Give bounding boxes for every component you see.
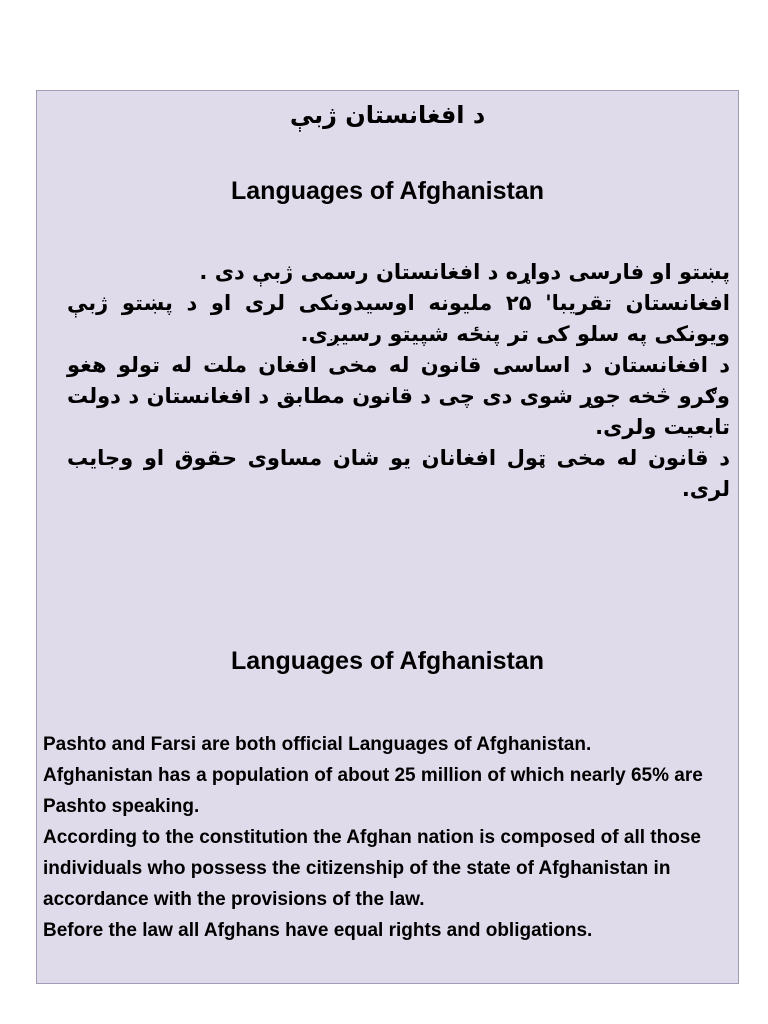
english-paragraph: Pashto and Farsi are both official Languages of Afghanistan. (43, 734, 592, 755)
pashto-paragraph: د افغانستان د اساسی قانون له مخی افغان ملت له تولو هغو وګرو څخه جوړ شوی دی چی د قانون مطابق د افغانستان د دولت تابعیت ولری. (67, 353, 730, 439)
pashto-paragraph: د قانون له مخی ټول افغانان یو شان مساوی حقوق او وجایب لری. (67, 446, 730, 501)
document-card (36, 90, 739, 984)
english-paragraph: According to the constitution the Afghan nation is composed of all those individuals who possess the citizenship of the state of Afghanistan in accordance with the provisions of the law. (43, 827, 701, 910)
english-heading-top: Languages of Afghanistan (231, 177, 544, 205)
pashto-paragraph: پښتو او فارسی دواړه د افغانستان رسمی ژبې دی . (199, 260, 730, 284)
english-heading-bottom: Languages of Afghanistan (231, 647, 544, 675)
english-body (43, 729, 730, 946)
pashto-paragraph: افغانستان تقریبا' ۲۵ ملیونه اوسیدونکی لری او د پښتو ژبې ویونکی په سلو کی تر پنځه شپیتو رسیږی. (67, 291, 730, 346)
english-paragraph: Afghanistan has a population of about 25 million of which nearly 65% are Pashto speaking. (43, 765, 703, 817)
english-paragraph: Before the law all Afghans have equal rights and obligations. (43, 920, 593, 941)
pashto-title: د افغانستان ژبې (289, 101, 486, 129)
pashto-body (67, 257, 730, 505)
